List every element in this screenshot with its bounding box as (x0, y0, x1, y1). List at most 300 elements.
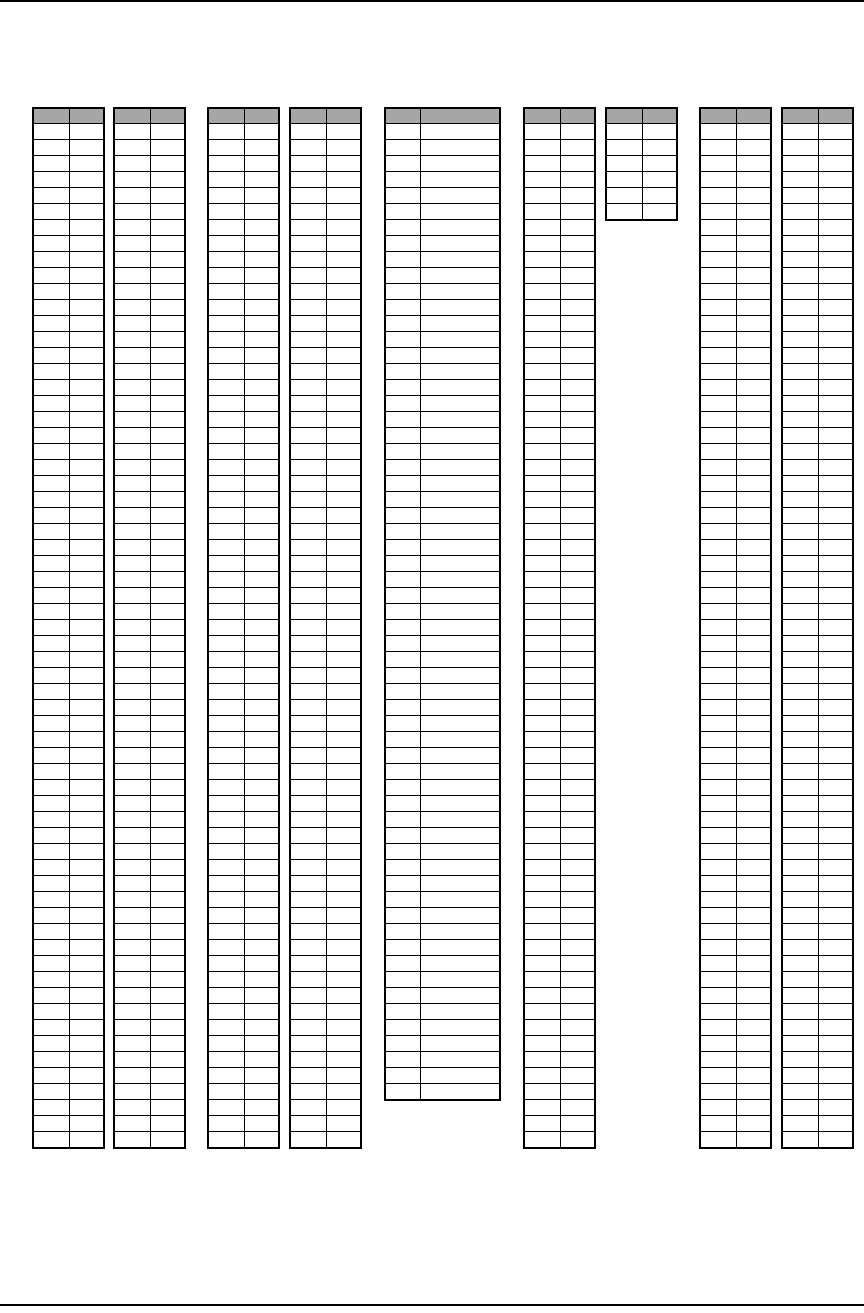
table-cell (818, 380, 853, 396)
table-cell (420, 652, 500, 668)
table-cell (782, 140, 818, 156)
table-cell (114, 332, 150, 348)
table-cell (244, 1052, 279, 1068)
table-row (114, 476, 185, 492)
table-cell (782, 124, 818, 140)
table-cell (700, 684, 736, 700)
table-cell (326, 188, 361, 204)
table-row (33, 1020, 104, 1036)
table-row (290, 284, 361, 300)
table-row (524, 188, 595, 204)
table-cell (524, 860, 560, 876)
table-row (114, 588, 185, 604)
table-cell (385, 700, 420, 716)
table-row (290, 460, 361, 476)
table-row (700, 668, 771, 684)
table-row (385, 332, 500, 348)
table-row (208, 956, 279, 972)
table-row (700, 572, 771, 588)
table-cell (420, 220, 500, 236)
table-cell (385, 524, 420, 540)
table-cell (700, 572, 736, 588)
table-row (782, 572, 853, 588)
table-cell (208, 940, 244, 956)
table-row (700, 1004, 771, 1020)
table-cell (69, 332, 104, 348)
table-cell (818, 348, 853, 364)
table-cell (818, 908, 853, 924)
table-row (385, 876, 500, 892)
table-row (114, 636, 185, 652)
table-cell (290, 1100, 326, 1116)
table-row (290, 604, 361, 620)
table-cell (700, 364, 736, 380)
table-cell (560, 796, 595, 812)
table-cell (290, 1132, 326, 1149)
table-cell (818, 492, 853, 508)
table-cell (560, 156, 595, 172)
table-cell (114, 876, 150, 892)
table-cell (700, 716, 736, 732)
table-row (33, 940, 104, 956)
table-cell (114, 1084, 150, 1100)
table-row (524, 332, 595, 348)
table-cell (700, 988, 736, 1004)
table-row (606, 204, 677, 221)
table-cell (208, 1084, 244, 1100)
table-cell (244, 940, 279, 956)
table-cell (385, 220, 420, 236)
column-header (33, 108, 69, 124)
column-header (290, 108, 326, 124)
table-cell (244, 396, 279, 412)
table-cell (33, 268, 69, 284)
table-row (524, 620, 595, 636)
table-cell (326, 1068, 361, 1084)
table-cell (208, 652, 244, 668)
table-cell (420, 924, 500, 940)
table-cell (69, 444, 104, 460)
table-cell (818, 1116, 853, 1132)
table-cell (524, 796, 560, 812)
table-cell (69, 668, 104, 684)
table-cell (560, 428, 595, 444)
table-cell (290, 188, 326, 204)
table-row (782, 780, 853, 796)
table-cell (114, 236, 150, 252)
table-row (114, 828, 185, 844)
table-cell (524, 428, 560, 444)
table-cell (150, 828, 185, 844)
table-row (700, 1100, 771, 1116)
table-cell (782, 476, 818, 492)
table-cell (818, 716, 853, 732)
table-row (524, 700, 595, 716)
table-cell (244, 316, 279, 332)
table-cell (33, 524, 69, 540)
table-cell (420, 156, 500, 172)
table-cell (33, 588, 69, 604)
table-row (33, 460, 104, 476)
table-row (114, 1020, 185, 1036)
table-cell (290, 876, 326, 892)
table-row (33, 492, 104, 508)
table-row (290, 524, 361, 540)
table-row (700, 1084, 771, 1100)
table-cell (700, 956, 736, 972)
table-cell (420, 476, 500, 492)
table-cell (326, 444, 361, 460)
table-row (114, 780, 185, 796)
table-cell (244, 796, 279, 812)
table-cell (782, 588, 818, 604)
table-cell (114, 668, 150, 684)
table-cell (114, 380, 150, 396)
table-cell (736, 524, 771, 540)
table-cell (560, 988, 595, 1004)
table-cell (208, 748, 244, 764)
table-cell (818, 1100, 853, 1116)
table-row (33, 188, 104, 204)
table-cell (150, 924, 185, 940)
table-cell (782, 572, 818, 588)
table-row (208, 764, 279, 780)
table-cell (420, 764, 500, 780)
table-row (385, 492, 500, 508)
table-row (114, 172, 185, 188)
table-row (208, 524, 279, 540)
table-cell (33, 764, 69, 780)
table-cell (420, 556, 500, 572)
table-cell (782, 748, 818, 764)
table-cell (33, 1132, 69, 1149)
table-row (782, 268, 853, 284)
table-cell (736, 252, 771, 268)
table-row (385, 188, 500, 204)
table-row (782, 284, 853, 300)
table-row (385, 700, 500, 716)
table-cell (326, 876, 361, 892)
table-row (782, 892, 853, 908)
table-row (114, 1132, 185, 1149)
table-cell (782, 812, 818, 828)
table-row (33, 1068, 104, 1084)
table-cell (69, 268, 104, 284)
table-row (290, 732, 361, 748)
table-cell (244, 412, 279, 428)
table-cell (782, 236, 818, 252)
table-cell (818, 140, 853, 156)
table-cell (700, 476, 736, 492)
table-row (782, 812, 853, 828)
table-cell (736, 268, 771, 284)
table-row (208, 812, 279, 828)
table-row (290, 1100, 361, 1116)
table-cell (736, 876, 771, 892)
table-cell (150, 1100, 185, 1116)
table-row (33, 316, 104, 332)
table-cell (818, 1052, 853, 1068)
table-cell (244, 524, 279, 540)
table-cell (524, 220, 560, 236)
table-cell (606, 140, 642, 156)
table-cell (33, 860, 69, 876)
table-row (208, 924, 279, 940)
table-row (782, 1036, 853, 1052)
table-cell (326, 124, 361, 140)
table-cell (782, 1004, 818, 1020)
table-cell (208, 188, 244, 204)
table-row (385, 476, 500, 492)
table-cell (736, 620, 771, 636)
table-cell (69, 700, 104, 716)
table-row (524, 396, 595, 412)
table-row (114, 700, 185, 716)
table-cell (420, 988, 500, 1004)
table-cell (524, 316, 560, 332)
table-row (524, 1004, 595, 1020)
table-cell (150, 348, 185, 364)
table-cell (69, 1004, 104, 1020)
table-cell (290, 812, 326, 828)
table-cell (69, 348, 104, 364)
table-cell (33, 444, 69, 460)
table-row (114, 556, 185, 572)
table-cell (33, 1100, 69, 1116)
blank-table-2 (113, 107, 186, 1149)
table-cell (524, 876, 560, 892)
table-row (33, 844, 104, 860)
table-row (208, 892, 279, 908)
table-row (290, 972, 361, 988)
table-row (385, 1004, 500, 1020)
table-cell (208, 252, 244, 268)
table-cell (524, 156, 560, 172)
table-cell (420, 348, 500, 364)
table-row (700, 620, 771, 636)
table-row (782, 348, 853, 364)
table-cell (420, 620, 500, 636)
table-cell (524, 348, 560, 364)
table-cell (524, 1100, 560, 1116)
table-row (114, 204, 185, 220)
table-row (700, 348, 771, 364)
table-cell (208, 988, 244, 1004)
table-cell (385, 1068, 420, 1084)
table-row (782, 524, 853, 540)
table-row (33, 364, 104, 380)
table-cell (736, 940, 771, 956)
table-cell (244, 172, 279, 188)
table-cell (385, 844, 420, 860)
table-row (524, 348, 595, 364)
header-row (524, 108, 595, 124)
table-cell (150, 1020, 185, 1036)
table-row (114, 924, 185, 940)
table-row (700, 892, 771, 908)
table-cell (244, 732, 279, 748)
table-cell (150, 556, 185, 572)
table-row (700, 140, 771, 156)
table-cell (736, 1052, 771, 1068)
column-header (818, 108, 853, 124)
table-cell (700, 556, 736, 572)
table-row (290, 588, 361, 604)
table-row (782, 124, 853, 140)
table-cell (385, 124, 420, 140)
column-header (700, 108, 736, 124)
table-row (700, 844, 771, 860)
table-cell (700, 1100, 736, 1116)
table-row (385, 204, 500, 220)
table-cell (420, 604, 500, 620)
table-cell (290, 860, 326, 876)
table-cell (420, 636, 500, 652)
table-cell (326, 860, 361, 876)
table-cell (290, 684, 326, 700)
table-cell (560, 348, 595, 364)
table-cell (560, 908, 595, 924)
table-cell (290, 828, 326, 844)
table-cell (326, 588, 361, 604)
table-cell (818, 620, 853, 636)
table-cell (208, 908, 244, 924)
table-cell (782, 428, 818, 444)
table-row (290, 1084, 361, 1100)
table-row (700, 540, 771, 556)
table-row (782, 492, 853, 508)
table-cell (150, 396, 185, 412)
table-cell (290, 668, 326, 684)
table-cell (114, 156, 150, 172)
table-cell (244, 428, 279, 444)
table-cell (736, 956, 771, 972)
table-cell (560, 748, 595, 764)
table-cell (244, 668, 279, 684)
table-cell (326, 284, 361, 300)
blank-table-3 (207, 107, 280, 1149)
table-cell (736, 684, 771, 700)
table-row (114, 268, 185, 284)
table-cell (208, 636, 244, 652)
table-cell (33, 668, 69, 684)
table-cell (150, 140, 185, 156)
table-row (290, 844, 361, 860)
table-cell (208, 524, 244, 540)
table-cell (818, 860, 853, 876)
table-cell (33, 236, 69, 252)
table-row (524, 828, 595, 844)
table-row (524, 556, 595, 572)
table-row (606, 156, 677, 172)
table-cell (818, 124, 853, 140)
table-row (290, 956, 361, 972)
table-cell (385, 508, 420, 524)
table-cell (150, 1004, 185, 1020)
column-header (420, 108, 500, 124)
table-row (208, 684, 279, 700)
table-cell (290, 620, 326, 636)
table-cell (524, 252, 560, 268)
table-cell (736, 588, 771, 604)
table-cell (560, 140, 595, 156)
table-row (290, 892, 361, 908)
table-cell (33, 476, 69, 492)
table-row (700, 972, 771, 988)
table-cell (114, 316, 150, 332)
table-row (33, 444, 104, 460)
table-cell (326, 348, 361, 364)
table-row (208, 252, 279, 268)
table-cell (33, 156, 69, 172)
table-row (782, 1116, 853, 1132)
table-cell (420, 396, 500, 412)
table-row (114, 540, 185, 556)
table-cell (33, 412, 69, 428)
table-cell (150, 476, 185, 492)
table-cell (560, 444, 595, 460)
table-cell (560, 604, 595, 620)
table-cell (326, 380, 361, 396)
table-row (700, 780, 771, 796)
table-row (114, 364, 185, 380)
table-cell (736, 988, 771, 1004)
table-cell (420, 668, 500, 684)
table-cell (244, 380, 279, 396)
table-cell (290, 316, 326, 332)
table-cell (524, 764, 560, 780)
table-row (208, 492, 279, 508)
table-row (524, 1020, 595, 1036)
table-cell (385, 892, 420, 908)
table-cell (33, 556, 69, 572)
table-row (208, 540, 279, 556)
table-cell (150, 1084, 185, 1100)
table-cell (524, 716, 560, 732)
table-cell (782, 652, 818, 668)
table-row (700, 508, 771, 524)
table-row (782, 876, 853, 892)
table-cell (244, 1036, 279, 1052)
table-cell (524, 556, 560, 572)
table-cell (290, 428, 326, 444)
table-cell (420, 492, 500, 508)
table-row (700, 732, 771, 748)
table-cell (420, 1036, 500, 1052)
table-cell (782, 1084, 818, 1100)
table-cell (818, 588, 853, 604)
table-row (700, 908, 771, 924)
table-cell (208, 796, 244, 812)
table-cell (208, 332, 244, 348)
table-cell (736, 508, 771, 524)
table-cell (700, 636, 736, 652)
table-cell (69, 620, 104, 636)
table-row (208, 396, 279, 412)
table-cell (208, 1068, 244, 1084)
table-cell (700, 236, 736, 252)
table-row (385, 924, 500, 940)
table-cell (420, 316, 500, 332)
table-cell (524, 284, 560, 300)
table-row (700, 812, 771, 828)
table-row (700, 556, 771, 572)
table-cell (150, 732, 185, 748)
table-cell (244, 700, 279, 716)
table-row (524, 940, 595, 956)
column-header (150, 108, 185, 124)
table-cell (150, 716, 185, 732)
